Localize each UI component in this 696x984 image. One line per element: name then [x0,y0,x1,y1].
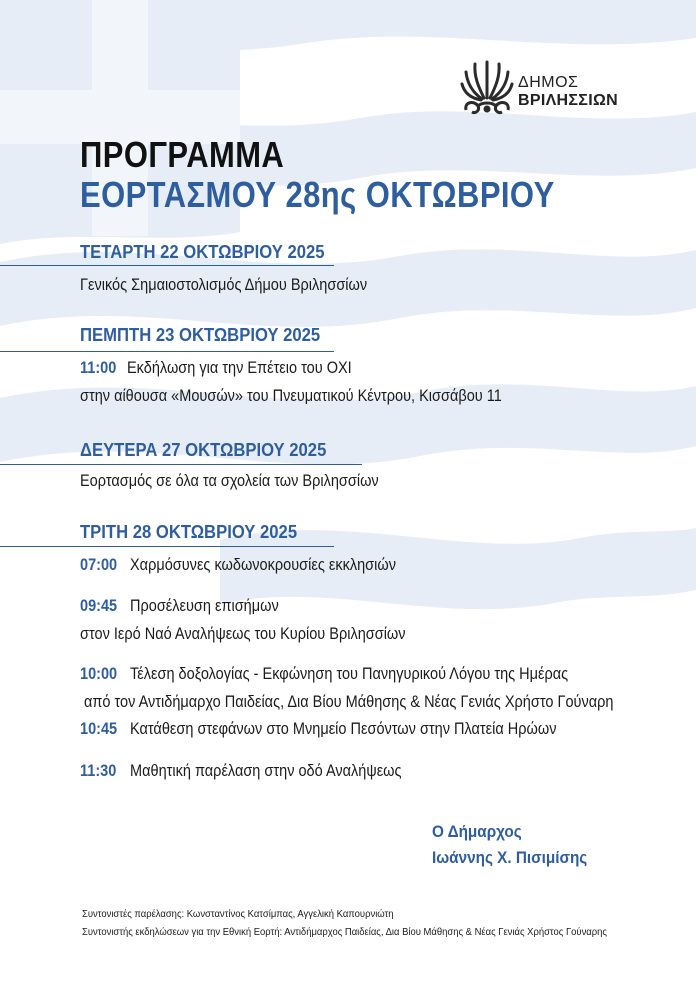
day-heading: ΠΕΜΠΤΗ 23 ΟΚΤΩΒΡΙΟΥ 2025 [80,324,321,345]
signature-name: Ιωάννης Χ. Πισιμίσης [432,848,588,867]
day-heading: ΤΕΤΑΡΤΗ 22 ΟΚΤΩΒΡΙΟΥ 2025 [80,241,325,262]
event-text: Εκδήλωση για την Επέτειο του ΟΧΙ [127,359,352,377]
day-heading: ΤΡΙΤΗ 28 ΟΚΤΩΒΡΙΟΥ 2025 [80,521,298,542]
event-text: στον Ιερό Ναό Αναλήψεως του Κυρίου Βριλησσίων [80,625,406,643]
event-text: από τον Αντιδήμαρχο Παιδείας, Δια Βίου Μάθησης & Νέας Γενιάς Χρήστο Γούναρη [84,693,614,711]
page-title: ΠΡΟΓΡΑΜΜΑ [80,134,285,175]
day-divider [0,464,362,465]
event-text: Εορτασμός σε όλα τα σχολεία των Βριλησσίων [80,472,379,490]
event-text: Χαρμόσυνες κωδωνοκρουσίες εκκλησιών [130,556,396,574]
day-divider [0,351,334,352]
event-text: Τέλεση δοξολογίας - Εκφώνηση του Πανηγυρικού Λόγου της Ημέρας [130,665,569,683]
event-time: 11:30 [80,762,117,780]
logo-text-line1: ΔΗΜΟΣ [518,74,579,91]
day-heading: ΔΕΥΤΕΡΑ 27 ΟΚΤΩΒΡΙΟΥ 2025 [80,439,327,460]
footer-note: Συντονιστές παρέλασης: Κωνσταντίνος Κατσίμπας, Αγγελική Καπουρνιώτη [82,908,394,920]
event-time: 10:00 [80,665,118,683]
event-text: Γενικός Σημαιοστολισμός Δήμου Βριλησσίων [80,276,368,294]
event-time: 11:00 [80,359,117,377]
signature-role: Ο Δήμαρχος [432,822,522,841]
event-text: Προσέλευση επισήμων [130,597,279,615]
municipality-logo [460,54,620,118]
page-subtitle: ΕΟΡΤΑΣΜΟΥ 28ης ΟΚΤΩΒΡΙΟΥ [80,174,555,215]
footer-note: Συντονιστής εκδηλώσεων για την Εθνική Εορτή: Αντιδήμαρχος Παιδείας, Δια Βίου Μάθησης & Νέας Γενιάς Χρήστος Γούναρης [82,926,607,938]
event-text: Κατάθεση στεφάνων στο Μνημείο Πεσόντων στην Πλατεία Ηρώων [130,720,557,738]
palmette-emblem-icon [460,54,514,118]
day-divider [0,265,334,266]
day-divider [0,546,334,547]
event-time: 07:00 [80,556,118,574]
event-time: 09:45 [80,597,118,615]
event-time: 10:45 [80,720,118,738]
event-text: στην αίθουσα «Μουσών» του Πνευματικού Κέντρου, Κισσάβου 11 [80,387,502,405]
event-text: Μαθητική παρέλαση στην οδό Αναλήψεως [130,762,402,780]
logo-text-line2: ΒΡΙΛΗΣΣΙΩΝ [518,92,618,109]
